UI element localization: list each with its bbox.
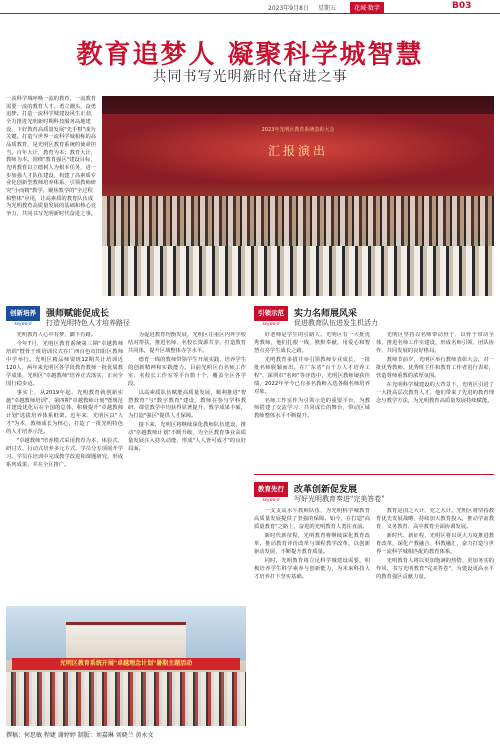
section-badge: [254, 482, 288, 504]
section-subtitle: 写好光明教育奏进"完美答卷": [294, 495, 385, 503]
paragraph: 为促进教育均衡发展，光明区注重区内外学校结对帮扶，推进名师、名校长资源共享，打造教育共同体，提升区域整体办学水平。: [128, 332, 246, 354]
paragraph: 光明教育人心中有梦，脚下有路。: [16, 332, 97, 338]
paragraph: 新时代、新征程，光明区将以更大力度推进教育改革，深化产教融合、科教融汇，奋力打造与世界一流科学城相匹配的教育体系。: [376, 532, 494, 555]
section1-column1: [6, 332, 123, 602]
paragraph: 好老师是学生的引路人。光明区有一大批优秀教师，他们扎根一线，默默奉献，用爱心和智慧点亮学生成长之路。: [254, 332, 370, 354]
badge-label: 教育先行: [254, 482, 288, 497]
section-title: 强师赋能促成长: [46, 309, 110, 319]
section-badge: [6, 306, 40, 328]
stage-backdrop-caption: 2023年光明区教育系统表彰大会: [261, 127, 335, 133]
paragraph: 教师节前夕，光明区举行教师表彰大会，对一批优秀教师、优秀班主任和教育工作者进行表彰，营造尊师重教的浓厚氛围。: [376, 356, 494, 379]
crowd-front-row: [102, 246, 494, 296]
paragraph: 光明教育人将以更加饱满的热情、更加务实的作风，书写光明教育"完美答卷"，为建设更高水平的教育强区贡献力量。: [376, 557, 494, 580]
paragraph: 名师工作室作为引领示范的重要平台，为教师搭建了交流学习、共同成长的舞台，带动区域教师整体水平不断提升。: [254, 397, 370, 420]
stage-backdrop-title: 汇报演出: [267, 144, 328, 158]
section-subtitle: 打造光明特色人才培养路径: [46, 319, 130, 327]
paragraph: 以高素质队伍赋能高质量发展，顺利推进"智慧教育"与"数字教育"建设，教师在参与学科教研、课堂教学中均获得显著提升，教学成果丰硕，为打造"强区"提供人才保障。: [128, 389, 246, 420]
section2-column2: [376, 332, 494, 462]
section-title: 实力名师展风采: [294, 309, 358, 319]
section-header-innovation: [6, 306, 246, 328]
paragraph: 教育是国之大计、党之大计。光明区将坚持教育优先发展战略，持续加大教育投入，推动学前教育、义务教育、高中教育全面协调发展。: [376, 508, 494, 530]
section-subtitle: 促进教育队伍进发生机活力: [294, 319, 378, 327]
group-people: [6, 672, 246, 726]
paragraph: 光明教育多措并举引领教师专业成长，一批批名师脱颖而出。在广东省"百千万人才培养工程"、深圳市"名师"等评选中，光明区教师屡获佳绩，2022年至今已有多名教师入选各级名师培养对象。: [254, 356, 370, 395]
subheadline: 共同书写光明新时代奋进之事: [152, 69, 348, 85]
paragraph: 新时代新征程，光明教育将继续深化教育改革，推动教育评价改革与课程教学改革，以创新驱动发展，不断提升教育质量。: [254, 532, 370, 555]
section-header-reform: [254, 482, 494, 504]
paragraph: 同时，光明教育将立足科学城建设需要，积极培养学生科学素养与创新能力，为未来科技人才培养打下坚实基础。: [254, 557, 370, 580]
page-number: B03: [452, 1, 472, 11]
badge-keyword: keyword: [262, 321, 280, 326]
group-photo-stage: [102, 96, 494, 296]
paragraph: 一支支高水平教师队伍，为光明科学城教育高质量发展提供了坚强的保障。如今，在打造"高质量教育"之路上，奋进的光明教育人勇往直前。: [254, 508, 370, 530]
issue-weekday: 星期五: [318, 5, 337, 12]
section-divider: [254, 474, 494, 475]
badge-label: 引领示范: [254, 306, 288, 321]
paragraph: 在光明科学城建设的大背景下，光明区引进了一大批高层次教育人才，他们带来了先进的教育理念与教学方法，为光明教育高质量发展持续赋能。: [376, 381, 494, 404]
section1-column2: [128, 332, 246, 602]
section-badge: [254, 306, 288, 328]
section-title: 改革创新促发展: [294, 485, 358, 495]
badge-keyword: keyword: [14, 321, 32, 326]
masthead: [0, 0, 500, 14]
paragraph: 接下来，光明区将继续深化教师队伍建设，推动"卓越教师计划"不断升级，为全区教育事业高质量发展注入持久动能，形成"人人皆可成才"的良好局面。: [128, 422, 246, 453]
paragraph: "卓越教师"培养模式采用教育为本，体验式、研讨式、行动式培养多元方式，学员分专项展开学习。学员在培训中完成教学改进和课题研究，形成系列成果，并在全区推广。: [6, 438, 123, 468]
badge-keyword: keyword: [262, 497, 280, 502]
badge-label: 创新培养: [6, 306, 40, 321]
section3-column2: [376, 508, 494, 738]
section2-column1: [254, 332, 370, 462]
paragraph: 德育一线的教师带领学生开展实践，培养学生的创新精神和实践能力。目前光明区有名师工作室、名校长工作室等平台数十个，覆盖全区各学段。: [128, 356, 246, 387]
event-banner: 光明区教育系统开展"卓越理念计划"暑期主题活动: [12, 658, 240, 670]
lead-paragraph: 一流科学城呼唤一流的教育，一流教育需要一流的教育人才。勇立潮头，奋勇追梦。打造一流科学城建设风生正劲，全力推进光明新时期科技服务高地建设，下好教育高质量发展"先手棋"成为关键。打造与世界一流科学城相称的高品质教育，是光明区教育系统的使命担当。百年大计，教育为本；教育大计，教师为本。围绕"教育强区"建设目标，光明教育以立德树人为根本任务，进一步加强人才队伍建设，构建了高素质专业化创新型教师培养体系，引领教师研究"小而精"教学，聚焦教学的"全过程和整体"应用，让高素质的教育队伍成为光明教育高质量发展的基础和核心竞争力，共同书写光明新时代奋进之事。: [6, 96, 97, 218]
paragraph: 光明区坚持以名师带动骨干、以骨干带动全体，推进名师工作室建设，形成名师引领、团队协作、共同发展的良好格局。: [376, 332, 494, 354]
paragraph: 今年7月，光明区教育系统第三期"卓越教师培训"暨骨干班培训仪式在广西百色市田阳区教师中学举行。光明区精品师资班12期共计培训近120人，两年来光明区各学段教育教师一批优质教学成果，光明区"卓越教师"培养正式落实，正向全国行稳步迈。: [6, 340, 123, 387]
group-photo-outdoor: [6, 606, 246, 726]
paragraph: 事实上，从2019年起，光明教育就创新实施"卓越教师培训"、第四期"卓越教师计划"暨规范并建设优化后在全国的总体，积极提升"卓越教师计划"选拔培养体系框架。近年来，光明区以"人才"为本，教师成长为核心，打造了一批光明特色的人才培养示范。: [6, 389, 123, 436]
section-header-leadership: [254, 306, 494, 328]
section3-column1: [254, 508, 370, 738]
credits: 撰稿：何思敏 程婕 谢婷婷 制版：刘嘉琳 刘晓兰 黄永文: [6, 732, 154, 739]
issue-date: 2023年9月8日: [268, 5, 309, 12]
section-tag: 花城·数字: [350, 2, 384, 13]
headline: 教育追梦人 凝聚科学城智慧: [76, 40, 424, 70]
